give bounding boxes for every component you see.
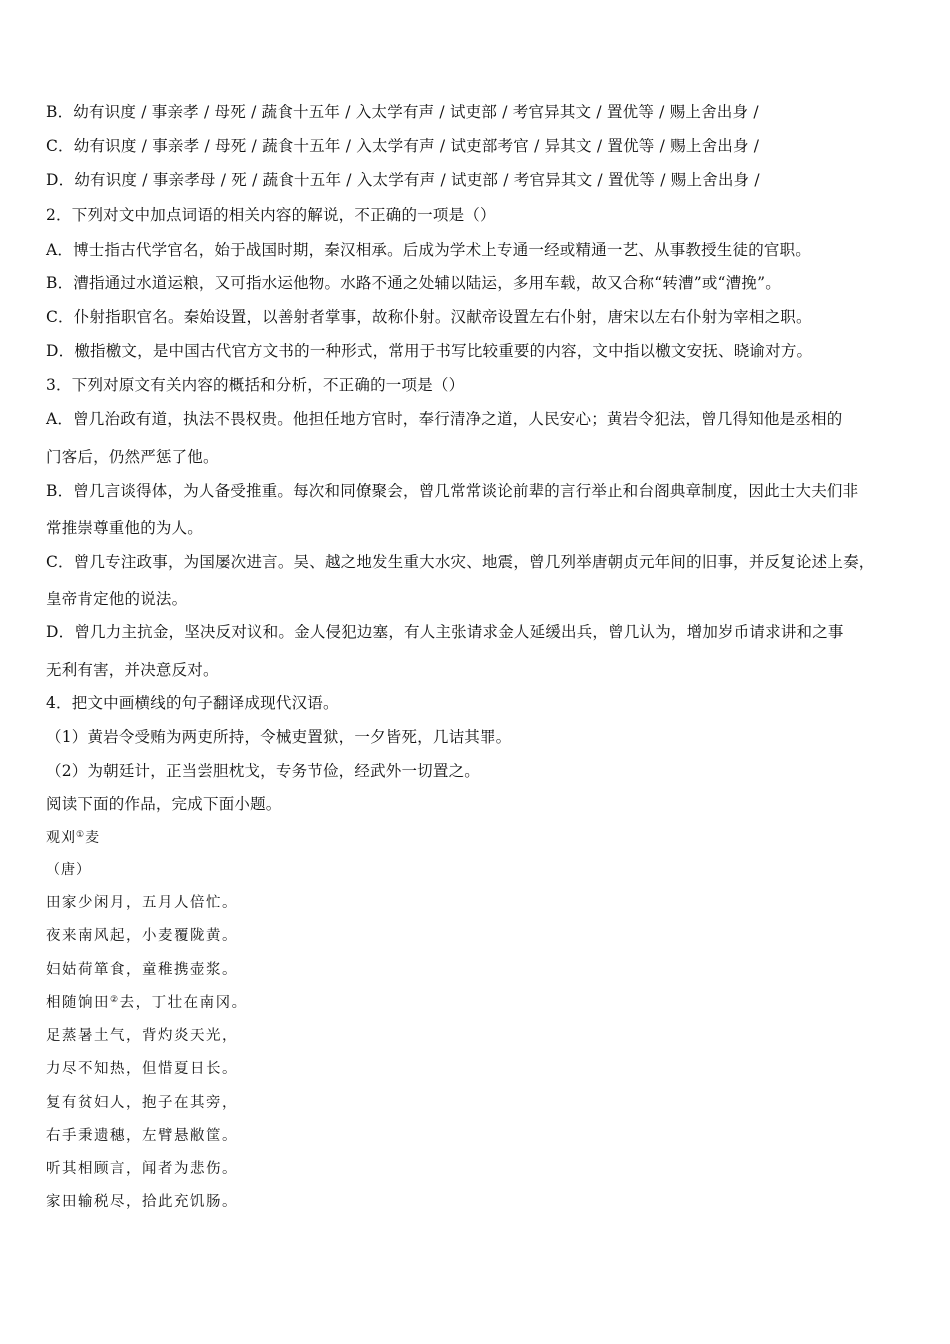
poem-line: 听其相顾言，闻者为悲伤。: [46, 1161, 238, 1177]
q2-option-d: D．檄指檄文，是中国古代官方文书的一种形式，常用于书写比较重要的内容，文中指以檄文安抚、晓谕对方。: [46, 342, 813, 360]
poem-line: 夜来南风起，小麦覆陇黄。: [46, 928, 238, 944]
poem-line-4-text-2: 去，丁壮在南冈。: [119, 995, 248, 1011]
q1-option-b: B．幼有识度 / 事亲孝 / 母死 / 蔬食十五年 / 入太学有声 / 试吏部 / 考官异其文 / 置优等 / 赐上舍出身 /: [46, 103, 759, 121]
q1-option-d: D．幼有识度 / 事亲孝母 / 死 / 蔬食十五年 / 入太学有声 / 试吏部 / 考官异其文 / 置优等 / 赐上舍出身 /: [46, 171, 760, 189]
q1-option-c: C．幼有识度 / 事亲孝 / 母死 / 蔬食十五年 / 入太学有声 / 试吏部考官 / 异其文 / 置优等 / 赐上舍出身 /: [46, 137, 760, 155]
q4-item-1: （1）黄岩令受贿为两吏所持，令械吏置狱，一夕皆死，几诘其罪。: [46, 728, 512, 746]
poem-line: 右手秉遗穗，左臂悬敝筐。: [46, 1128, 238, 1144]
q2-option-b: B．漕指通过水道运粮，又可指水运他物。水路不通之处辅以陆运，多用车载，故又合称“转漕”或“漕挽”。: [46, 274, 781, 292]
poem-title-text-2: 麦: [85, 830, 101, 846]
q4-stem: 4．把文中画横线的句子翻译成现代汉语。: [46, 694, 339, 712]
q2-option-a: A．博士指古代学官名，始于战国时期，秦汉相承。后成为学术上专通一经或精通一艺、从事教授生徒的官职。: [46, 241, 811, 259]
q2-option-c: C．仆射指职官名。秦始设置，以善射者掌事，故称仆射。汉献帝设置左右仆射，唐宋以左右仆射为宰相之职。: [46, 308, 812, 326]
reading-instruction: 阅读下面的作品，完成下面小题。: [46, 795, 282, 813]
q3-option-c-line1: C．曾几专注政事，为国屡次进言。吴、越之地发生重大水灾、地震，曾几列举唐朝贞元年间的旧事，并反复论述上奏，: [46, 553, 875, 571]
q3-option-a-line2: 门客后，仍然严惩了他。: [46, 448, 219, 466]
poem-title-footnote-marker: ①: [76, 830, 86, 840]
poem-title: [46, 828, 920, 848]
q2-stem: 2．下列对文中加点词语的相关内容的解说，不正确的一项是（）: [46, 206, 496, 224]
poem-line: 足蒸暑土气，背灼炎天光，: [46, 1028, 238, 1044]
poem-line: 复有贫妇人，抱子在其旁，: [46, 1095, 238, 1111]
poem-title-text-1: 观刈: [46, 830, 76, 846]
q4-item-2: （2）为朝廷计，正当尝胆枕戈，专务节俭，经武外一切置之。: [46, 762, 480, 780]
q3-option-c-line2: 皇帝肯定他的说法。: [46, 590, 188, 608]
q3-option-d-line2: 无利有害，并决意反对。: [46, 661, 219, 679]
q3-option-b-line2: 常推崇尊重他的为人。: [46, 519, 204, 537]
poem-line: 妇姑荷箪食，童稚携壶浆。: [46, 962, 238, 978]
poem-dynasty: （唐）: [46, 862, 91, 878]
poem-line-4-text-1: 相随饷田: [46, 995, 110, 1011]
q3-stem: 3．下列对原文有关内容的概括和分析，不正确的一项是（）: [46, 376, 465, 394]
poem-footnote-marker: ②: [110, 995, 120, 1005]
q3-option-d-line1: D．曾几力主抗金，坚决反对议和。金人侵犯边塞，有人主张请求金人延缓出兵，曾几认为，增加岁币请求讲和之事: [46, 623, 844, 641]
poem-line: 田家少闲月，五月人倍忙。: [46, 895, 238, 911]
q3-option-a-line1: A．曾几治政有道，执法不畏权贵。他担任地方官时，奉行清净之道，人民安心；黄岩令犯法，曾几得知他是丞相的: [46, 410, 843, 428]
poem-line: [46, 993, 920, 1013]
poem-line: 力尽不知热，但惜夏日长。: [46, 1061, 238, 1077]
poem-line: 家田输税尽，拾此充饥肠。: [46, 1194, 238, 1210]
q3-option-b-line1: B．曾几言谈得体，为人备受推重。每次和同僚聚会，曾几常常谈论前辈的言行举止和台阁典章制度，因此士大夫们非: [46, 482, 859, 500]
